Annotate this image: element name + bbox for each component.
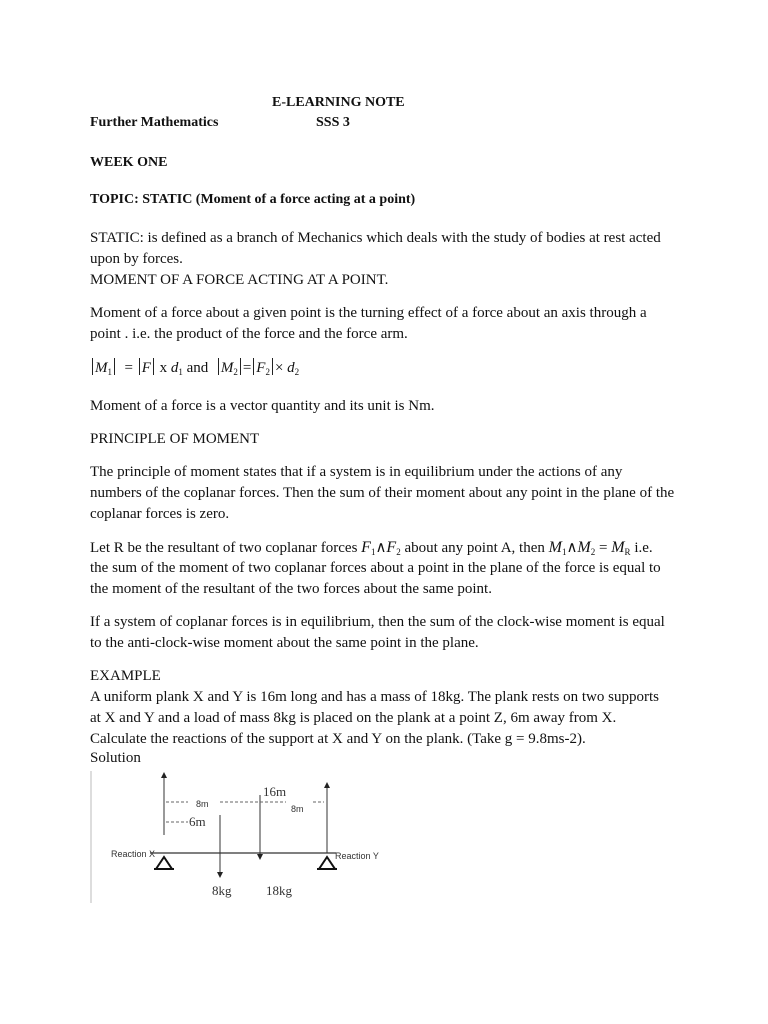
equilibrium-text-line1: If a system of coplanar forces is in equilibrium, then the sum of the clock-wise moment is equal: [90, 614, 665, 630]
support-x-triangle: [154, 857, 174, 869]
principle-text-line3: coplanar forces is zero.: [90, 506, 230, 522]
vector-quantity-text: Moment of a force is a vector quantity and its unit is Nm.: [90, 398, 435, 414]
example-text-line2: at X and Y and a load of mass 8kg is placed on the plank at a point Z, 6m away from X.: [90, 710, 617, 726]
topic-heading: TOPIC: STATIC (Moment of a force acting at a point): [90, 192, 416, 207]
label-6m: 6m: [189, 814, 206, 829]
resultant-text-line3: the moment of the resultant of the two forces about the same point.: [90, 581, 492, 597]
note-title: E-LEARNING NOTE: [272, 95, 405, 110]
moment-definition-line2: point . i.e. the product of the force and the force arm.: [90, 326, 408, 342]
week-label: WEEK ONE: [90, 155, 168, 170]
label-reaction-x: Reaction X: [111, 849, 156, 859]
resultant-text-line2: the sum of the moment of two coplanar forces about a point in the plane of the force is equal to: [90, 560, 661, 576]
example-heading: EXAMPLE: [90, 668, 161, 684]
example-text-line3: Calculate the reactions of the support at X and Y on the plank. (Take g = 9.8ms-2).: [90, 731, 586, 747]
moment-formula: $M_1 = F$ x $d_1$ and $M_2 = F_2 \times d_2$: [90, 358, 299, 383]
example-text-line1: A uniform plank X and Y is 16m long and has a mass of 18kg. The plank rests on two supports: [90, 689, 659, 705]
resultant-text-line1: Let R be the resultant of two coplanar forces $F_1\wedge F_2$ about any point A, then $M_1\wedge M_2 = M_R$ i.e.: [90, 539, 653, 557]
solution-label: Solution: [90, 750, 141, 766]
principle-text-line2: numbers of the coplanar forces. Then the sum of their moment about any point in the plane of the: [90, 485, 675, 501]
label-18kg: 18kg: [266, 883, 292, 898]
subject-label: Further Mathematics: [90, 115, 219, 130]
class-label: SSS 3: [316, 115, 350, 130]
plank-diagram: [88, 765, 398, 905]
label-8m-right: 8m: [291, 804, 304, 814]
equilibrium-text-line2: to the anti-clock-wise moment about the same point in the plane.: [90, 635, 479, 651]
label-8kg: 8kg: [212, 883, 232, 898]
moment-definition-line1: Moment of a force about a given point is the turning effect of a force about an axis through a: [90, 305, 647, 321]
support-y-triangle: [317, 857, 337, 869]
static-definition-line2: upon by forces.: [90, 251, 183, 267]
static-definition-line1: STATIC: is defined as a branch of Mechanics which deals with the study of bodies at rest acted: [90, 230, 661, 246]
principle-heading: PRINCIPLE OF MOMENT: [90, 431, 260, 447]
label-reaction-y: Reaction Y: [335, 851, 379, 861]
moment-heading: MOMENT OF A FORCE ACTING AT A POINT.: [90, 272, 389, 288]
label-8m-left: 8m: [196, 799, 209, 809]
label-16m: 16m: [263, 784, 287, 799]
principle-text-line1: The principle of moment states that if a system is in equilibrium under the actions of any: [90, 464, 623, 480]
